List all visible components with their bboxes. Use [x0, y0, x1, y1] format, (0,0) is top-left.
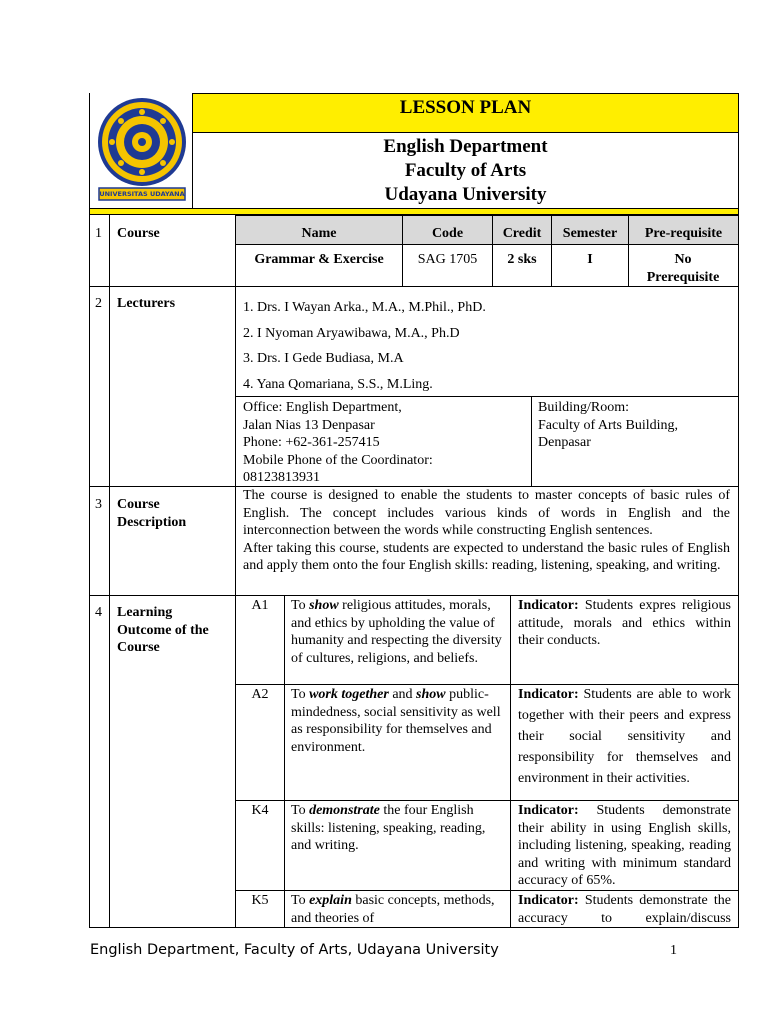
office-line: Mobile Phone of the Coordinator:	[243, 452, 433, 468]
course-name-value: Grammar & Exercise	[254, 252, 384, 267]
row-1-number: 1	[95, 226, 102, 241]
outcome-code: A1	[251, 598, 269, 613]
dept-line-3: Udayana University	[384, 184, 547, 205]
outcome-code: A2	[251, 687, 269, 702]
page-title: LESSON PLAN	[399, 97, 532, 118]
course-semester-value: I	[587, 252, 593, 267]
lecturer-item: 1. Drs. I Wayan Arka., M.A., M.Phil., PhD.	[243, 300, 486, 315]
course-code-value: SAG 1705	[417, 252, 478, 267]
lecturer-item: 3. Drs. I Gede Budiasa, M.A	[243, 351, 404, 366]
outcome-indicator: Indicator: Students are able to work together with their peers and express their social sensitivity and responsibility for themselves and environment in their activities.	[518, 687, 731, 786]
outcome-description: To demonstrate the four English skills: listening, speaking, reading, and writing.	[291, 803, 486, 853]
building-line: Building/Room:	[538, 400, 630, 415]
logo-text: UNIVERSITAS UDAYANA	[99, 190, 185, 198]
building-info	[538, 399, 733, 452]
lesson-plan-title-band	[192, 93, 739, 133]
header-block	[89, 93, 739, 215]
row-3-number: 3	[95, 497, 102, 512]
learning-outcome-label: Learning Outcome of the Course	[117, 605, 209, 655]
university-logo	[95, 96, 189, 204]
lecturer-item: 4. Yana Qomariana, S.S., M.Ling.	[243, 376, 433, 392]
course-description-label: Course Description	[117, 497, 187, 530]
office-line: Office: English Department,	[243, 400, 402, 415]
col-header-code: Code	[431, 226, 464, 241]
office-line: 08123813931	[243, 470, 320, 485]
outcome-code: K4	[251, 803, 269, 818]
dept-line-1: English Department	[383, 136, 548, 157]
outcome-description: To show religious attitudes, morals, and ethics by upholding the value of humanity and respecting the diversity of cultures, religions, and beliefs.	[291, 598, 502, 666]
department-heading	[192, 135, 739, 207]
course-description	[243, 487, 730, 594]
course-credit-value: 2 sks	[507, 252, 537, 267]
course-prerequisite-value: No Prerequisite	[646, 252, 720, 285]
lecturers-label: Lecturers	[117, 296, 176, 311]
lecturer-list	[243, 295, 733, 397]
outcome-description: To explain basic concepts, methods, and theories of	[291, 893, 495, 926]
building-line: Denpasar	[538, 435, 591, 450]
outcome-code: K5	[251, 893, 269, 908]
col-header-semester: Semester	[562, 226, 618, 241]
office-info	[243, 399, 528, 487]
dept-line-2: Faculty of Arts	[404, 160, 527, 181]
outcome-indicator: Indicator: Students demonstrate their ability in using English skills, including listening, speaking, reading and writing with minimum standard accuracy of 65%.	[518, 803, 731, 888]
outcome-indicator: Indicator: Students expres religious attitude, morals and ethics within their conducts.	[518, 598, 731, 648]
header-yellow-strip	[89, 208, 739, 215]
office-line: Jalan Nias 13 Denpasar	[243, 417, 375, 433]
row-4-number: 4	[95, 605, 102, 620]
col-header-prerequisite: Pre-requisite	[644, 226, 723, 241]
page-footer: English Department, Faculty of Arts, Udayana University	[90, 942, 499, 958]
row-2-number: 2	[95, 296, 102, 311]
lecturer-item: 2. I Nyoman Aryawibawa, M.A., Ph.D	[243, 325, 460, 341]
col-header-name: Name	[301, 226, 337, 241]
outcome-indicator: Indicator: Students demonstrate the accuracy to explain/discuss	[518, 893, 731, 926]
description-paragraph-1: The course is designed to enable the students to master concepts of basic rules of English. The concept includes various kinds of words in English and the interconnection between the words while constructing English sentences.	[243, 488, 730, 538]
office-line: Phone: +62-361-257415	[243, 435, 380, 450]
outcome-description: To work together and show public-mindedness, social sensitivity as well as responsibility for themselves and environment.	[291, 687, 501, 755]
course-label: Course	[117, 226, 160, 241]
building-line: Faculty of Arts Building,	[538, 417, 678, 433]
col-header-credit: Credit	[502, 226, 542, 241]
page-number: 1	[670, 943, 677, 958]
description-paragraph-2: After taking this course, students are expected to understand the basic rules of English and apply them onto the four English skills: reading, listening, speaking, and writing.	[243, 540, 730, 573]
